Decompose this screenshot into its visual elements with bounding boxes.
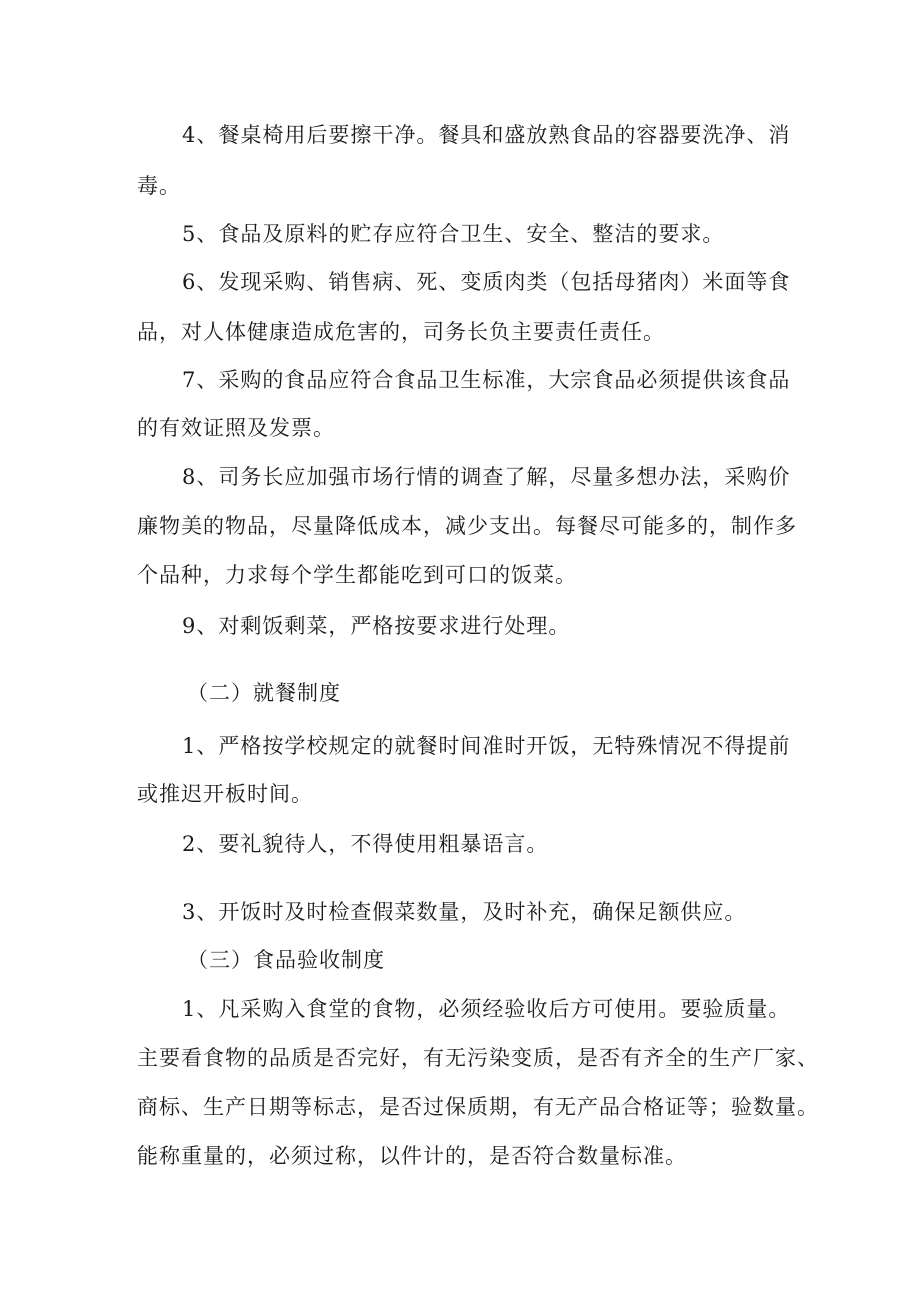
dining-item-1-line-1: 1、严格按学校规定的就餐时间准时开饭，无特殊情况不得提前 [182, 734, 791, 758]
paragraph-8-line-2: 廉物美的物品，尽量降低成本，减少支出。每餐尽可能多的，制作多 [137, 514, 797, 538]
dining-item-1-line-2: 或推迟开板时间。 [137, 782, 313, 806]
paragraph-8-line-3: 个品种，力求每个学生都能吃到可口的饭菜。 [137, 563, 577, 587]
section-heading-dining: （二）就餐制度 [187, 681, 341, 705]
paragraph-8-line-1: 8、司务长应加强市场行情的调查了解，尽量多想办法，采购价 [182, 465, 791, 489]
paragraph-5: 5、食品及原料的贮存应符合卫生、安全、整洁的要求。 [182, 222, 725, 246]
inspection-item-1-line-3: 商标、生产日期等标志，是否过保质期，有无产品合格证等；验数量。 [137, 1095, 819, 1119]
inspection-item-1-line-1: 1、凡采购入食堂的食物，必须经验收后方可使用。要验质量。 [182, 997, 791, 1021]
dining-item-2: 2、要礼貌待人，不得使用粗暴语言。 [182, 832, 549, 856]
paragraph-4-line-2: 毒。 [137, 174, 181, 198]
dining-item-3: 3、开饭时及时检查假菜数量，及时补充，确保足额供应。 [182, 900, 747, 924]
paragraph-9: 9、对剩饭剩菜，严格按要求进行处理。 [182, 614, 571, 638]
paragraph-7-line-2: 的有效证照及发票。 [137, 416, 335, 440]
paragraph-4-line-1: 4、餐桌椅用后要擦干净。餐具和盛放熟食品的容器要洗净、消 [182, 123, 791, 147]
paragraph-6-line-1: 6、发现采购、销售病、死、变质肉类（包括母猪肉）米面等食 [182, 270, 791, 294]
inspection-item-1-line-2: 主要看食物的品质是否完好，有无污染变质，是否有齐全的生产厂家、 [137, 1046, 819, 1070]
section-heading-inspection: （三）食品验收制度 [187, 948, 385, 972]
paragraph-7-line-1: 7、采购的食品应符合食品卫生标准，大宗食品必须提供该食品 [182, 368, 791, 392]
inspection-item-1-line-4: 能称重量的，必须过称，以件计的，是否符合数量标准。 [137, 1144, 687, 1168]
paragraph-6-line-2: 品，对人体健康造成危害的，司务长负主要责任责任。 [137, 320, 665, 344]
